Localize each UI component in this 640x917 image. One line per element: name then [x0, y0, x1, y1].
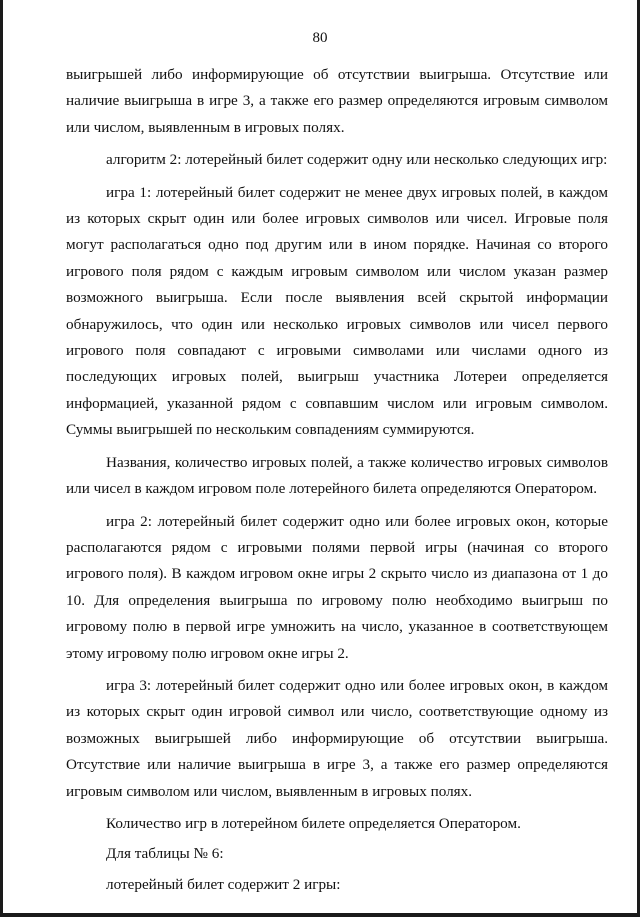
document-body [66, 62, 608, 902]
paragraph-table-6: Для таблицы № 6: [106, 845, 224, 863]
paragraph-game-2: игра 2: лотерейный билет содержит одно или более игровых окон, которые располагаются рядом с игровыми полями первой игры (начиная со второго игрового поля). В каждом игровом окне игры 2 скрыто число из диапазона от 1 до 10. Для определения выигрыша по игровому полю необходимо выигрыш по игровому полю в первой игре умножить на число, указанное в соответствующем этому игровому полю игровом окне игры 2. [66, 512, 608, 662]
paragraph-game-1: игра 1: лотерейный билет содержит не менее двух игровых полей, в каждом из которых скрыт один или более игровых символов или чисел. Игровые поля могут располагаться одно под другим или в ином порядке. Начиная со второго игрового поля рядом с каждым игровым символом или числом указан размер возможного выигрыша. Если после выявления всей скрытой информации обнаружилось, что один или несколько игровых символов или чисел первого игрового поля совпадают с игровыми символами или числами одного из последующих игровых полей, выигрыш участника Лотереи определяется информацией, указанной рядом с совпавшим числом или игровым символом. Суммы выигрышей по нескольким совпадениям суммируются. [66, 183, 608, 439]
paragraph-game-count: Количество игр в лотерейном билете определяется Оператором. [106, 814, 521, 832]
paragraph-game-names: Названия, количество игровых полей, а также количество игровых символов или чисел в каждом игровом поле лотерейного билета определяются Оператором. [66, 453, 608, 498]
paragraph-algorithm-2: алгоритм 2: лотерейный билет содержит одну или несколько следующих игр: [106, 151, 608, 169]
paragraph-game-3: игра 3: лотерейный билет содержит одно или более игровых окон, в каждом из которых скрыт один игровой символ или число, соответствующие одному из возможных выигрышей либо информирующие об отсутствии выигрыша. Отсутствие или наличие выигрыша в игре 3, а также его размер определяются игровым символом или числом, выявленным в игровых полях. [66, 676, 608, 800]
page-number: 80 [312, 30, 328, 46]
paragraph-two-games: лотерейный билет содержит 2 игры: [106, 875, 341, 893]
paragraph-continuation: выигрышей либо информирующие об отсутствии выигрыша. Отсутствие или наличие выигрыша в игре 3, а также его размер определяются игровым символом или числом, выявленным в игровых полях. [66, 66, 608, 136]
